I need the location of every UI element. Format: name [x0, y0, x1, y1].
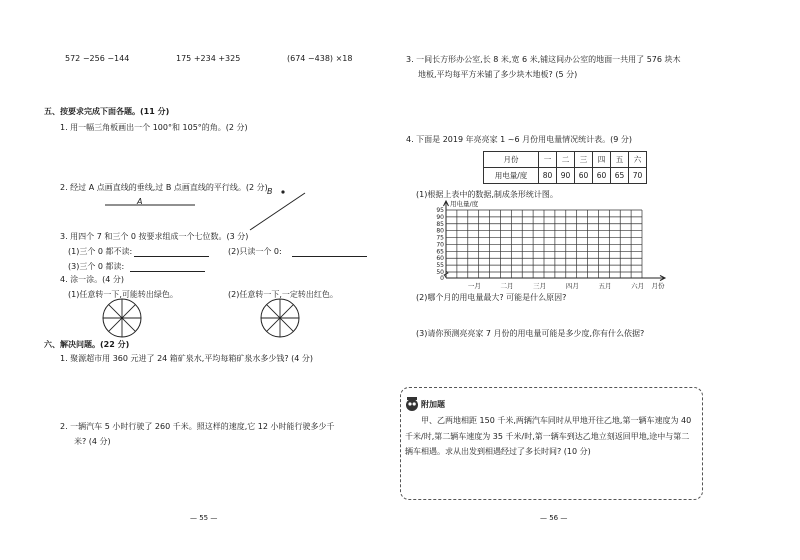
section5-q2: 2. 经过 A 点画直线的垂线,过 B 点画直线的平行线。(2 分): [60, 183, 268, 192]
bar-chart[interactable]: [424, 198, 674, 290]
q3-line1: 3. 一间长方形办公室,长 8 米,宽 6 米,铺这间办公室的地面一共用了 576 块木: [406, 55, 681, 64]
q4-part1: (1)根据上表中的数据,制成条形统计图。: [416, 190, 558, 199]
section6-q1: 1. 聚源超市用 360 元进了 24 箱矿泉水,平均每箱矿泉水多少钱? (4 分): [60, 354, 314, 363]
calc-expr-1: 572 −256 −144: [65, 54, 130, 63]
y-tick-label: 0: [440, 275, 444, 282]
q4-part3: (3)请你预测亮亮家 7 月份的用电量可能是多少度,你有什么依据?: [416, 329, 645, 338]
answer-line-q3-b[interactable]: [292, 256, 367, 257]
x-tick-label: 四月: [565, 282, 579, 290]
calc-expr-2: 175 +234 +325: [176, 54, 241, 63]
y-tick-label: 55: [436, 262, 444, 270]
table-cell: 60: [593, 168, 611, 184]
table-cell: 五: [611, 152, 629, 168]
y-tick-label: 80: [436, 227, 444, 235]
spinner-wheel-red[interactable]: [258, 296, 302, 340]
table-head-month: 月份: [484, 152, 539, 168]
x-tick-label: 三月: [533, 282, 547, 290]
q4-title: 4. 下面是 2019 年亮亮家 1 ~6 月份用电量情况统计表。(9 分): [406, 135, 633, 144]
point-a-label: A: [137, 197, 143, 206]
perpendicular-parallel-figure: [100, 185, 330, 235]
page-number-right: — 56 —: [540, 514, 568, 522]
section5-q4-b: (2)任意转一下,一定转出红色。: [228, 290, 338, 299]
section6-title: 六、解决问题。(22 分): [44, 340, 130, 349]
bonus-text: 甲、乙两地相距 150 千米,两辆汽车同时从甲地开往乙地,第一辆车速度为 40 千米/时,第二辆车速度为 35 千米/时,第一辆车到达乙地立刻返回甲地,途中与第二辆车相遇。求从出发到相遇经过了多长时间? (10 分): [405, 416, 692, 456]
table-cell: 四: [593, 152, 611, 168]
table-cell: 三: [575, 152, 593, 168]
y-tick-label: 50: [436, 269, 444, 276]
y-tick-label: 75: [436, 234, 444, 242]
table-row-usage: [484, 168, 647, 184]
section5-title: 五、按要求完成下面各题。(11 分): [44, 107, 170, 116]
x-axis-label: 月份: [651, 282, 665, 290]
q3-line2: 地板,平均每平方米铺了多少块木地板? (5 分): [418, 70, 578, 79]
y-axis-label: 用电量/度: [450, 200, 479, 208]
spinner-wheel-green[interactable]: [100, 296, 144, 340]
answer-line-q3-a[interactable]: [134, 256, 209, 257]
table-cell: 80: [539, 168, 557, 184]
section6-q2-line2: 米? (4 分): [74, 437, 111, 446]
section5-q3-b: (2)只读一个 0:: [228, 247, 282, 256]
section5-q3-c: (3)三个 0 都读:: [68, 262, 125, 271]
section5-q4-a: (1)任意转一下,可能转出绿色。: [68, 290, 178, 299]
table-cell: 一: [539, 152, 557, 168]
y-tick-label: 65: [436, 248, 444, 256]
answer-line-q3-c[interactable]: [130, 271, 205, 272]
section5-q1: 1. 用一幅三角板画出一个 100°和 105°的角。(2 分): [60, 123, 248, 132]
y-tick-label: 85: [436, 220, 444, 228]
table-cell: 90: [557, 168, 575, 184]
x-tick-label: 二月: [500, 282, 514, 290]
mascot-icon: [404, 396, 420, 412]
table-cell: 60: [575, 168, 593, 184]
slanted-line: [250, 193, 305, 230]
point-b-label: B: [267, 187, 273, 196]
q4-part2: (2)哪个月的用电量最大? 可能是什么原因?: [416, 293, 567, 302]
y-tick-label: 95: [436, 207, 444, 214]
section5-q4: 4. 涂一涂。(4 分): [60, 275, 125, 284]
x-tick-label: 一月: [467, 282, 481, 290]
y-tick-label: 60: [436, 255, 444, 263]
section5-q3: 3. 用四个 7 和三个 0 按要求组成一个七位数。(3 分): [60, 232, 249, 241]
y-tick-label: 90: [436, 213, 444, 221]
bonus-title: 附加题: [421, 400, 445, 409]
electricity-table: [483, 151, 647, 184]
table-cell: 70: [629, 168, 647, 184]
table-cell: 65: [611, 168, 629, 184]
table-row-months: [484, 152, 647, 168]
table-cell: 二: [557, 152, 575, 168]
point-b-dot: [281, 190, 284, 193]
table-head-usage: 用电量/度: [484, 168, 539, 184]
table-cell: 六: [629, 152, 647, 168]
calc-expr-3: (674 −438) ×18: [287, 54, 353, 63]
y-tick-label: 70: [436, 241, 444, 249]
x-tick-label: 六月: [631, 282, 645, 290]
section5-q3-a: (1)三个 0 都不读:: [68, 247, 133, 256]
section6-q2-line1: 2. 一辆汽车 5 小时行驶了 260 千米。照这样的速度,它 12 小时能行驶多少千: [60, 422, 335, 431]
page-number-left: — 55 —: [190, 514, 218, 522]
x-tick-label: 五月: [598, 282, 612, 290]
